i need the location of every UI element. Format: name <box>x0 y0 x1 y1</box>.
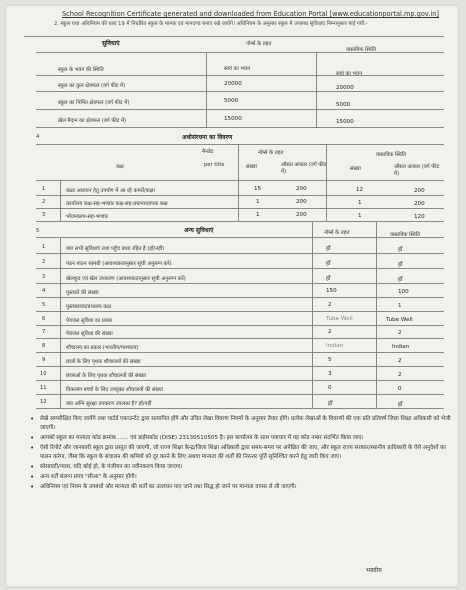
other-row-10-label: छात्राओं के लिए पृथक शौचालयों की संख्या <box>66 373 146 379</box>
other-row-5-norm: 2 <box>328 302 332 308</box>
infra-row-2-area-a: 200 <box>414 201 425 207</box>
other-row-1-actual: हाँ <box>398 247 403 253</box>
facility-row-1-norm: स्वयं का भवन <box>224 66 250 72</box>
infra-row-3-count-a: 1 <box>358 213 362 219</box>
other-row-2-actual: हाँ <box>398 262 403 268</box>
infra-row-1-label: कक्षा अध्ययन हेतु उपयोग में आ रहे कमरों/कक्षा <box>66 188 155 194</box>
infra-row-3-count-n: 1 <box>256 212 260 218</box>
other-row-3-label: खेलकूद एवं खेल उपकरण (आवश्यकतानुसार सूची अनुलग्न करें) <box>66 276 186 282</box>
infra-row-2-count-n: 1 <box>256 199 260 205</box>
other-row-3-actual: हाँ <box>398 277 403 283</box>
other-row-6-norm: Tube Well <box>326 316 353 322</box>
other-row-10-actual: 2 <box>398 372 402 378</box>
other-row-4-actual: 100 <box>398 289 409 295</box>
infra-col-count-n: संख्या <box>246 164 257 170</box>
other-row-5-label: पुस्तकालय/ग्रंथालय कक्ष <box>66 304 111 310</box>
facility-row-4-norm: 15000 <box>224 116 242 122</box>
infra-row-2-count-a: 1 <box>358 200 362 206</box>
facility-row-2-label: स्कूल का कुल क्षेत्रफल (वर्ग फीट में) <box>58 83 126 89</box>
infra-row-2-area-n: 200 <box>296 199 307 205</box>
condition-item: • अधिनियम एवं नियम के उपबंधों और मान्यता की शर्तों का उल्लंघन पाए जाने तथा सिद्ध हो जाने पर मान्यता वापस ले ली जाएगी। <box>28 483 453 492</box>
infra-col-area-n: औसत आकार (वर्ग फीट में) <box>281 162 327 175</box>
other-row-8-actual: Indian <box>392 344 410 350</box>
infra-row-1-area-n: 200 <box>296 186 307 192</box>
other-row-2-label: पठन पाठन सामग्री (आवश्यकतानुसार सूची अनुलग्न करें) <box>66 261 172 267</box>
other-facilities-title: अन्य सुविधाएं <box>184 227 214 234</box>
infra-col-area-a: औसत आकार (वर्ग फीट में) <box>394 164 440 177</box>
facility-row-2-norm: 20000 <box>224 81 242 87</box>
other-row-9-label: छात्रों के लिए पृथक शौचालयों की संख्या <box>66 359 141 365</box>
other-row-7-actual: 2 <box>398 330 402 336</box>
infra-col-room: कक्ष <box>116 164 124 170</box>
other-row-1-norm: हाँ <box>326 246 331 252</box>
other-row-1-label: क्या सभी सुविधाएं तथा पहुँच बाधा रहित है (हाँ/नहीं) <box>66 246 165 252</box>
condition-item: • लेखे सम्परीक्षित किए जायेंगे तथा चार्टर्ड एकाउन्टेंट द्वारा सत्यापित होंगे और उचित लेखा विवरण नियमों के अनुसार तैयार होंगे। प्रत्येक लेखाओं के विवरणों की एक प्रति प्रतिवर्ष जिला शिक्षा अधिकारी को भेजी जाएगी। <box>28 415 453 433</box>
infra-col-norm: नॉर्म्स के तहत <box>258 150 284 156</box>
other-row-7-label: पेयजल सुविधा की संख्या <box>66 331 113 337</box>
facilities-title: सुविधाएं <box>102 40 120 47</box>
infra-row-1-count-n: 15 <box>254 186 262 192</box>
facility-row-1-label: स्कूल के भवन की स्थिति <box>58 67 104 73</box>
infra-col-count-a: संख्या <box>350 166 361 172</box>
certificate-page: School Recognition Certificate generated and downloaded from Education Portal [www.educationportal.mp.gov.in] 2. स्कूल यथा अधिनियम की धारा 19 में निर्धारित स्कूल के मानक एवं मानदण्ड बनाए रखे जायेंगे। अधिनियम के अनुसार स्कूल में उपलब्ध सुविधाएं निम्नानुसार पाई गयीं:- सुविधाएं नॉर्म्स के तहत वास्तविक स्थिति स्कूल के भवन की स्थिति स्वयं का भवन स्वयं का भवन स्कूल का कुल क्षेत्रफल (वर्ग फीट में) 20000 20000 स्कूल का निर्मित क्षेत्रफल (वर्ग फीट में) 5000 5000 खेल मैदान का क्षेत्रफल (वर्ग फीट में) 15000 15000 4 अधोसंरचना का विवरण मैनडेट नॉर्म्स के तहत वास्तविक स्थिति कक्ष per title संख्या औसत आकार (वर्ग फीट में) संख्या औसत आकार (वर्ग फीट में) 1 कक्षा अध्ययन हेतु उपयोग में आ रहे कमरों/कक्षा 15 200 12 200 2 कार्यालय कक्ष-सह-भण्डार कक्ष-सह-प्रधानाध्यापक कक्ष 1 200 1 200 3 भोजनालय-सह-भण्डार 1 200 1 120 5 अन्य सुविधाएं नॉर्म्स के तहत वास्तविक स्थिति 1 क्या सभी सुविधाएं तथा पहुँच बाधा रहित है (हाँ/नहीं) हाँ हाँ 2 पठन पाठन सामग्री (आवश्यकतानुसार सूची अनुलग्न करें) हाँ हाँ 3 खेलकूद एवं खेल उपकरण (आवश्यकतानुसार सूची अनुलग्न करें) हाँ हाँ 4 पुस्तकों की संख्या 150 100 5 पुस्तकालय/ग्रंथालय कक्ष 2 1 6 पेयजल सुविधा का प्रकार Tube Well Tube Well 7 पेयजल सुविधा की संख्या 2 2 8 शौचालय का प्रकार (भारतीय/पाश्चात्य) Indian Indian 9 छात्रों के लिए पृथक शौचालयों की संख्या 5 2 10 छात्राओं के लिए पृथक शौचालयों की संख्या 3 2 11 विकलांग बच्चों के लिए उपयुक्त शौचालयों की संख्या 0 0 12 क्या अग्नि सुरक्षा उपकरण उपलब्ध है? हाँ/नहीं हाँ हाँ • लेखे सम्परीक्षित किए जायेंगे तथा चार्टर्ड एकाउन्टेंट द्वारा सत्यापित होंगे और उचित लेखा विवरण नियमों के अनुसार तैयार होंगे। प्रत्येक लेखाओं के विवरणों की एक प्रति प्रतिवर्ष जिला शिक्षा अधिकारी को भेजी जाएगी। • आपको स्कूल का मान्यता कोड क्रमांक ...... एवं डाईसकोड (DISE) 23130510505 है। इस कार्यालय के साथ पत्राचार में यह कोड नम्बर संदर्भित किया जाए। • ऐसी रिपोर्ट और जानकारी स्कूल द्वारा प्रस्तुत की जाएगी, जो राज्य शिक्षा केन्द्र/जिला शिक्षा अधिकारी द्वारा समय-समय पर अपेक्षित की जाए, और स्कूल राज्य सरकार/स्थानीय प्राधिकारी के ऐसे अनुदेशों का पालन करेगा, जैसा कि स्कूल के संचालन की कमियों को दूर करने के लिए अथवा मान्यता की शर्तों की निरन्तर पूर्ति सुनिश्चित करने हेतु जारी किए जाएं। • सोसायटी/न्यास, यदि कोई हो, के पंजीयन का नवीनकरण किया जाएगा। • अन्य शर्तें संलग्न प्रपत्र "सीआ" के अनुसार होंगी। • अधिनियम एवं नियम के उपबंधों और मान्यता की शर्तों का उल्लंघन पाए जाने तथा सिद्ध हो जाने पर मान्यता वापस ले ली जाएगी। भवदीय <box>6 6 458 586</box>
other-row-12-actual: हाँ <box>398 402 403 408</box>
facility-row-4-label: खेल मैदान का क्षेत्रफल (वर्ग फीट में) <box>58 118 127 124</box>
facility-row-1-actual: स्वयं का भवन <box>336 71 362 77</box>
facility-row-2-actual: 20000 <box>336 85 354 91</box>
condition-item: • अन्य शर्तें संलग्न प्रपत्र "सीआ" के अनुसार होंगी। <box>28 473 453 482</box>
infra-row-3-area-n: 200 <box>296 212 307 218</box>
condition-item: • ऐसी रिपोर्ट और जानकारी स्कूल द्वारा प्रस्तुत की जाएगी, जो राज्य शिक्षा केन्द्र/जिला शिक्षा अधिकारी द्वारा समय-समय पर अपेक्षित की जाए, और स्कूल राज्य सरकार/स्थानीय प्राधिकारी के ऐसे अनुदेशों का पालन करेगा, जैसा कि स्कूल के संचालन की कमियों को दूर करने के लिए अथवा मान्यता की शर्तों की निरन्तर पूर्ति सुनिश्चित करने हेतु जारी किए जाएं। <box>28 444 453 462</box>
condition-item: • सोसायटी/न्यास, यदि कोई हो, के पंजीयन का नवीनकरण किया जाएगा। <box>28 463 453 472</box>
other-row-9-actual: 2 <box>398 358 402 364</box>
other-row-4-norm: 150 <box>326 288 337 294</box>
infra-row-3-label: भोजनालय-सह-भण्डार <box>66 214 108 220</box>
other-row-12-label: क्या अग्नि सुरक्षा उपकरण उपलब्ध है? हाँ/नहीं <box>66 401 152 407</box>
facility-row-4-actual: 15000 <box>336 119 354 125</box>
infra-row-3-area-a: 120 <box>414 214 425 220</box>
other-row-7-norm: 2 <box>328 329 332 335</box>
infra-row-2-label: कार्यालय कक्ष-सह-भण्डार कक्ष-सह-प्रधानाध्यापक कक्ष <box>66 201 168 207</box>
other-row-8-norm: Indian <box>326 343 344 349</box>
other-row-11-actual: 0 <box>398 386 402 392</box>
other-row-2-norm: हाँ <box>326 261 331 267</box>
infra-row-1-area-a: 200 <box>414 188 425 194</box>
other-row-10-norm: 3 <box>328 371 332 377</box>
other-col-norm: नॉर्म्स के तहत <box>324 230 350 236</box>
other-row-11-label: विकलांग बच्चों के लिए उपयुक्त शौचालयों की संख्या <box>66 387 163 393</box>
other-row-3-norm: हाँ <box>326 276 331 282</box>
intro-text: 2. स्कूल यथा अधिनियम की धारा 19 में निर्धारित स्कूल के मानक एवं मानदण्ड बनाए रखे जायेंगे। अधिनियम के अनुसार स्कूल में उपलब्ध सुविधाएं निम्नानुसार पाई गयीं:- <box>54 21 368 27</box>
infrastructure-title: अधोसंरचना का विवरण <box>182 134 233 141</box>
other-row-6-actual: Tube Well <box>386 317 413 323</box>
facilities-col-actual: वास्तविक स्थिति <box>346 47 376 53</box>
infra-mandate: मैनडेट <box>202 149 214 155</box>
portal-header: School Recognition Certificate generated and downloaded from Education Portal [www.educationportal.mp.gov.in] <box>62 10 439 18</box>
other-row-6-label: पेयजल सुविधा का प्रकार <box>66 318 113 324</box>
conditions-list <box>28 415 453 493</box>
other-row-5-actual: 1 <box>398 303 402 309</box>
other-row-8-label: शौचालय का प्रकार (भारतीय/पाश्चात्य) <box>66 345 139 351</box>
infra-row-1-count-a: 12 <box>356 187 364 193</box>
facility-row-3-label: स्कूल का निर्मित क्षेत्रफल (वर्ग फीट में) <box>58 100 130 106</box>
infra-col-actual: वास्तविक स्थिति <box>376 152 406 158</box>
signature-label: भवदीय <box>366 567 382 574</box>
other-row-4-label: पुस्तकों की संख्या <box>66 290 99 296</box>
infra-col-per: per title <box>204 162 225 168</box>
facilities-col-norm: नॉर्म्स के तहत <box>246 41 272 47</box>
other-row-11-norm: 0 <box>328 385 332 391</box>
facility-row-3-actual: 5000 <box>336 102 351 108</box>
condition-item: • आपको स्कूल का मान्यता कोड क्रमांक ...... एवं डाईसकोड (DISE) 23130510505 है। इस कार्यालय के साथ पत्राचार में यह कोड नम्बर संदर्भित किया जाए। <box>28 434 453 443</box>
other-row-12-norm: हाँ <box>328 401 333 407</box>
other-row-9-norm: 5 <box>328 357 332 363</box>
other-col-actual: वास्तविक स्थिति <box>390 232 420 238</box>
facility-row-3-norm: 5000 <box>224 98 239 104</box>
